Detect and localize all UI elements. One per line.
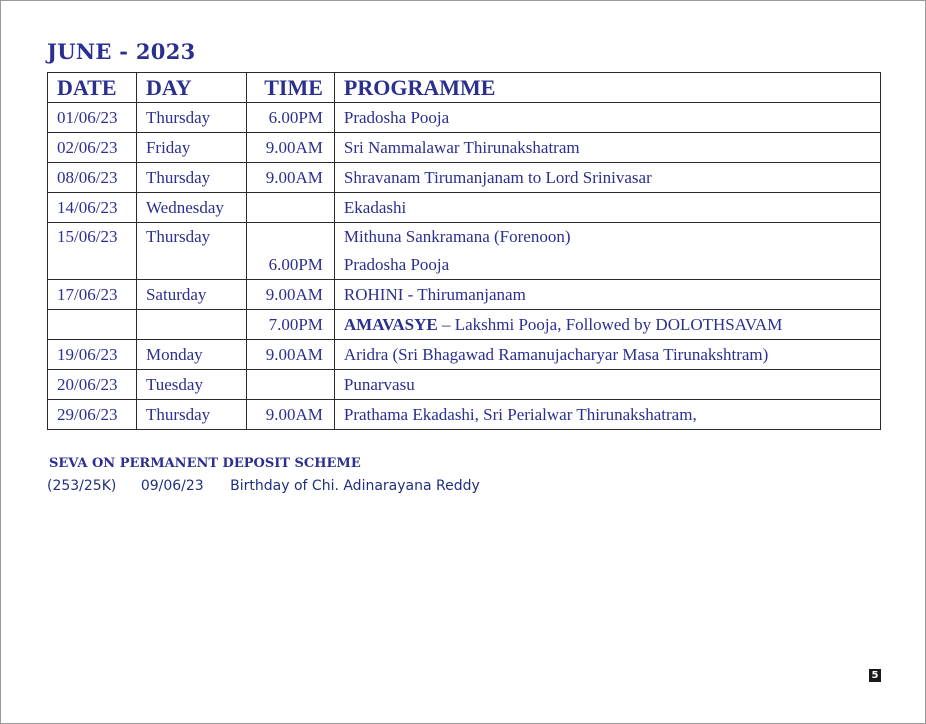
table-row bbox=[48, 400, 881, 430]
schedule-table bbox=[47, 72, 881, 430]
cell-date: 08/06/23 bbox=[48, 163, 137, 193]
cell-time bbox=[246, 193, 334, 223]
cell-date: 29/06/23 bbox=[48, 400, 137, 430]
cell-date bbox=[48, 310, 137, 340]
page-title: JUNE - 2023 bbox=[47, 39, 196, 64]
table-row bbox=[48, 280, 881, 310]
cell-date-text: 15/06/23 bbox=[57, 227, 118, 246]
cell-time: 9.00AM bbox=[246, 340, 334, 370]
cell-time-text bbox=[256, 223, 323, 251]
cell-time bbox=[246, 370, 334, 400]
cell-date: 02/06/23 bbox=[48, 133, 137, 163]
cell-programme: Pradosha Pooja bbox=[334, 103, 880, 133]
table-row bbox=[48, 340, 881, 370]
cell-time: 9.00AM bbox=[246, 133, 334, 163]
table-row bbox=[48, 133, 881, 163]
cell-programme: Prathama Ekadashi, Sri Perialwar Thirunakshatram, bbox=[334, 400, 880, 430]
cell-time-text-2: 6.00PM bbox=[268, 255, 323, 274]
table-row bbox=[48, 370, 881, 400]
cell-time bbox=[246, 223, 334, 280]
cell-programme: Ekadashi bbox=[334, 193, 880, 223]
programme-rest: – Lakshmi Pooja, Followed by DOLOTHSAVAM bbox=[437, 314, 783, 334]
cell-day-text: Thursday bbox=[145, 227, 211, 246]
header-day: DAY bbox=[136, 73, 246, 103]
cell-day: Tuesday bbox=[136, 370, 246, 400]
cell-time: 6.00PM bbox=[246, 103, 334, 133]
cell-time: 9.00AM bbox=[246, 163, 334, 193]
cell-date: 19/06/23 bbox=[48, 340, 137, 370]
cell-programme bbox=[334, 310, 880, 340]
cell-day bbox=[136, 310, 246, 340]
cell-time: 7.00PM bbox=[246, 310, 334, 340]
cell-programme: Aridra (Sri Bhagawad Ramanujacharyar Masa Tirunakshtram) bbox=[334, 340, 880, 370]
seva-code: (253/25K) bbox=[47, 478, 117, 494]
cell-programme: Punarvasu bbox=[334, 370, 880, 400]
seva-date: 09/06/23 bbox=[140, 478, 204, 494]
cell-day: Wednesday bbox=[136, 193, 246, 223]
cell-date bbox=[48, 223, 137, 280]
cell-programme: ROHINI - Thirumanjanam bbox=[334, 280, 880, 310]
seva-entry bbox=[47, 478, 480, 494]
seva-text: Birthday of Chi. Adinarayana Reddy bbox=[230, 478, 480, 494]
header-programme: PROGRAMME bbox=[334, 73, 880, 103]
seva-heading: SEVA ON PERMANENT DEPOSIT SCHEME bbox=[49, 456, 361, 471]
cell-date: 20/06/23 bbox=[48, 370, 137, 400]
cell-programme-text-2: Pradosha Pooja bbox=[343, 255, 450, 274]
table-header-row bbox=[48, 73, 881, 103]
cell-date: 17/06/23 bbox=[48, 280, 137, 310]
programme-highlight: AMAVASYE bbox=[343, 314, 438, 334]
table-row bbox=[48, 310, 881, 340]
table-row bbox=[48, 223, 881, 280]
table-row bbox=[48, 103, 881, 133]
cell-day: Thursday bbox=[136, 400, 246, 430]
cell-time: 9.00AM bbox=[246, 280, 334, 310]
page-number: 5 bbox=[869, 669, 881, 682]
cell-day: Friday bbox=[136, 133, 246, 163]
cell-programme-text: Mithuna Sankramana (Forenoon) bbox=[343, 227, 571, 246]
cell-programme: Sri Nammalawar Thirunakshatram bbox=[334, 133, 880, 163]
table-row bbox=[48, 163, 881, 193]
cell-time: 9.00AM bbox=[246, 400, 334, 430]
cell-programme bbox=[334, 223, 880, 280]
header-time: TIME bbox=[246, 73, 334, 103]
cell-day: Thursday bbox=[136, 163, 246, 193]
table-row bbox=[48, 193, 881, 223]
cell-programme: Shravanam Tirumanjanam to Lord Srinivasar bbox=[334, 163, 880, 193]
cell-day: Thursday bbox=[136, 103, 246, 133]
cell-day: Saturday bbox=[136, 280, 246, 310]
header-date: DATE bbox=[48, 73, 137, 103]
cell-date: 01/06/23 bbox=[48, 103, 137, 133]
cell-day bbox=[136, 223, 246, 280]
cell-day: Monday bbox=[136, 340, 246, 370]
cell-date: 14/06/23 bbox=[48, 193, 137, 223]
